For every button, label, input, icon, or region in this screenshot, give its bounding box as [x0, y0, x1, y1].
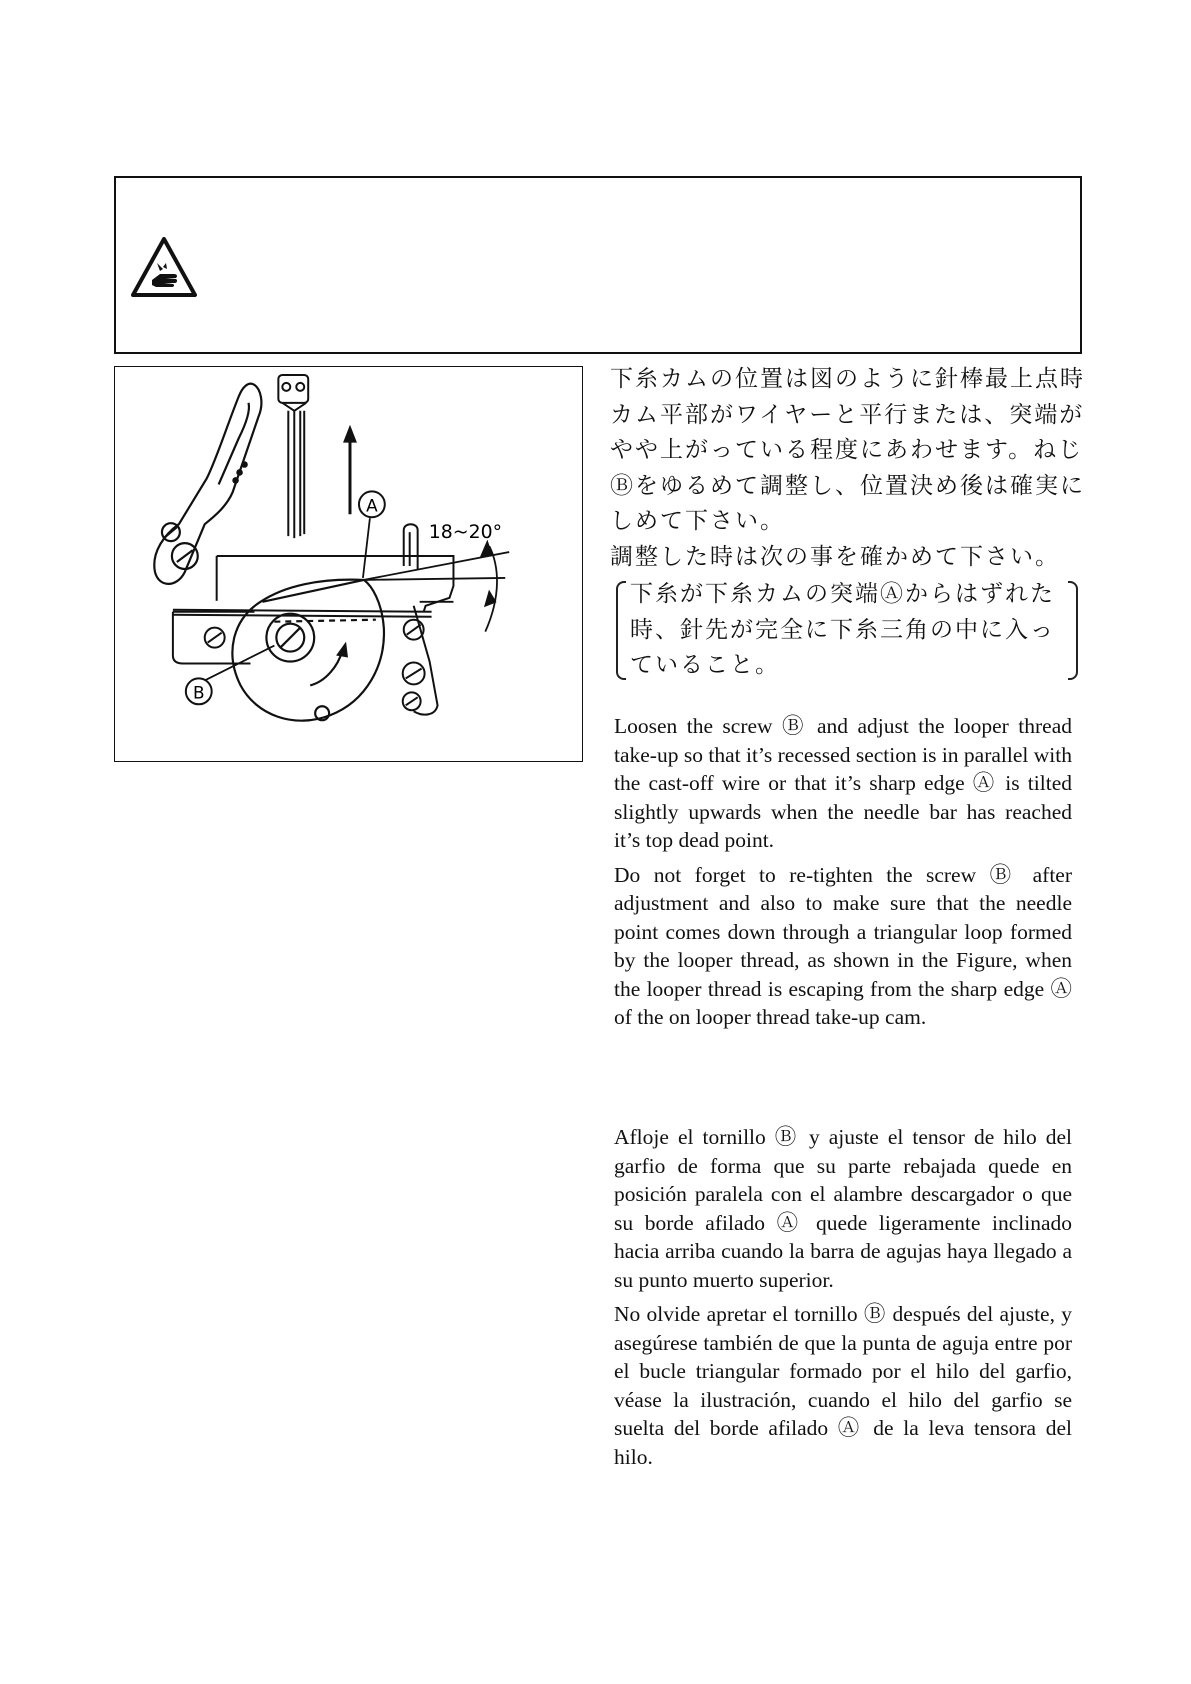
japanese-note: [616, 577, 1078, 684]
looper-cam-figure: [114, 366, 583, 762]
label-b: B: [192, 682, 205, 703]
lever-arm: [154, 384, 261, 584]
rotation-arrow-icon: [336, 642, 348, 658]
looper-cam-diagram: [115, 367, 582, 761]
angle-label: 18~20°: [428, 521, 503, 544]
english-paragraph-2: Do not forget to re-tighten the screw Ⓑ after adjustment and also to make sure that the needle point comes down through a triangular loop formed by the looper thread, as shown in the Figure, when the looper thread is escaping from the sharp edge Ⓐ of the on looper thread take-up cam.: [614, 862, 1072, 1029]
bracket-right: [1068, 581, 1078, 680]
japanese-paragraph-2: 調整した時は次の事を確かめて下さい。: [610, 543, 1060, 570]
needle-bar: [278, 375, 308, 538]
leader-a: [363, 518, 370, 578]
hand-crush-warning-icon: [130, 236, 198, 298]
spanish-paragraph-2: No olvide apretar el tornillo Ⓑ después del ajuste, y asegúrese también de que la punta de aguja entre por el bucle triangular formado por el hilo del garfio, véase la ilustración, cuando el hilo del garfio se suelta del borde afilado Ⓐ de la leva tensora del hilo.: [614, 1302, 1072, 1469]
cast-off-wire: [173, 524, 432, 617]
japanese-text: [610, 362, 1090, 684]
label-a: A: [366, 495, 378, 516]
english-paragraph-1: Loosen the screw Ⓑ and adjust the looper thread take-up so that it’s recessed section is in parallel with the cast-off wire or that it’s sharp edge Ⓐ is tilted slightly upwards when the needle bar has reached it’s top dead point.: [614, 714, 1072, 852]
japanese-note-text: 下糸が下糸カムの突端Ⓐからはずれた時、針先が完全に下糸三角の中に入っていること。: [630, 581, 1055, 678]
up-arrow-icon: [343, 425, 357, 515]
label-a-marker: [359, 491, 385, 517]
spanish-paragraph-1: Afloje el tornillo Ⓑ y ajuste el tensor de hilo del garfio de forma que su parte rebajada quede en posición paralela con el alambre descargador o que su borde afilado Ⓐ quede ligeramente inclinado hacia arriba cuando la barra de agujas haya llegado a su punto muerto superior.: [614, 1125, 1072, 1292]
looper-cam: [232, 580, 384, 721]
caution-box: [114, 176, 1082, 354]
bracket-left: [616, 581, 626, 680]
japanese-paragraph-1: 下糸カムの位置は図のように針棒最上点時カム平部がワイヤーと平行または、突端がやや上がっている程度にあわせます。ねじⒷをゆるめて調整し、位置決め後は確実にしめて下さい。: [610, 366, 1085, 534]
label-b-marker: [186, 678, 212, 704]
english-text: [614, 712, 1072, 1038]
spanish-text: [614, 1123, 1072, 1477]
